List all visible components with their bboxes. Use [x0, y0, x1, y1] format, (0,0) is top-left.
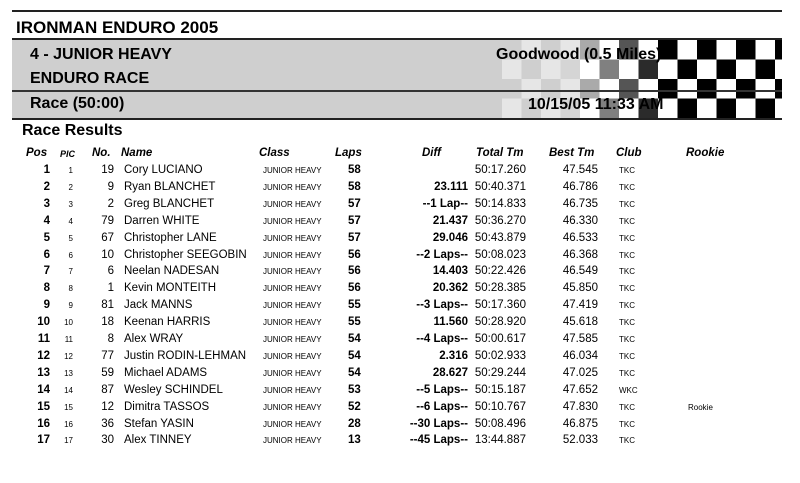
row-club: TKC [619, 301, 635, 311]
row-diff: 20.362 [432, 282, 468, 295]
row-best-time: 47.652 [562, 383, 598, 396]
row-number: 6 [107, 265, 114, 278]
row-club: TKC [619, 351, 635, 361]
row-total-time: 50:36.270 [474, 214, 526, 227]
row-driver-name: Justin RODIN-LEHMAN [124, 349, 247, 362]
row-number: 19 [101, 164, 114, 176]
row-diff: 2.316 [439, 349, 468, 362]
row-diff: --1 Lap-- [422, 197, 468, 210]
row-driver-name: Christopher LANE [124, 231, 217, 244]
row-total-time: 50:43.879 [474, 231, 526, 244]
row-number: 79 [101, 214, 114, 227]
row-club: TKC [619, 402, 635, 412]
row-number: 18 [101, 316, 114, 329]
event-title: IRONMAN ENDURO 2005 [16, 18, 219, 37]
row-diff: 21.437 [432, 214, 468, 227]
table-row [0, 314, 800, 331]
row-driver-name: Neelan NADESAN [124, 265, 220, 278]
row-best-time: 46.549 [562, 265, 598, 278]
row-driver-name: Jack MANNS [124, 299, 193, 312]
row-pic: 12 [64, 351, 73, 361]
row-laps: 53 [348, 383, 361, 396]
row-best-time: 46.533 [562, 231, 598, 244]
row-number: 59 [101, 366, 114, 379]
row-class: JUNIOR HEAVY [263, 402, 322, 412]
row-best-time: 47.830 [562, 400, 598, 413]
row-club: TKC [619, 284, 635, 294]
row-laps: 57 [348, 197, 361, 210]
row-best-time: 45.618 [562, 316, 598, 329]
table-row [0, 196, 800, 213]
row-total-time: 50:08.496 [474, 417, 526, 430]
row-laps: 56 [348, 282, 361, 295]
row-best-time: 46.368 [562, 248, 598, 261]
row-number: 30 [101, 434, 114, 447]
row-pos: 2 [43, 180, 50, 193]
row-pic: 17 [64, 436, 73, 446]
row-laps: 54 [348, 333, 361, 345]
row-pos: 6 [43, 248, 50, 261]
row-pos: 14 [37, 383, 50, 396]
row-pos: 9 [43, 299, 50, 312]
row-club: TKC [619, 436, 635, 446]
row-club: TKC [619, 233, 635, 243]
row-class: JUNIOR HEAVY [263, 419, 322, 429]
row-total-time: 50:02.933 [474, 349, 526, 362]
row-laps: 58 [348, 164, 361, 176]
row-diff: --3 Laps-- [416, 299, 468, 312]
row-driver-name: Dimitra TASSOS [124, 400, 210, 413]
row-pic: 8 [68, 284, 73, 294]
row-best-time: 46.786 [562, 180, 598, 193]
row-total-time: 50:15.187 [474, 383, 526, 396]
row-best-time: 47.585 [562, 333, 598, 345]
row-best-time: 47.419 [562, 299, 598, 312]
row-total-time: 50:22.426 [474, 265, 526, 278]
row-driver-name: Christopher SEEGOBIN [124, 248, 247, 261]
row-laps: 54 [348, 366, 361, 379]
row-driver-name: Alex TINNEY [124, 434, 192, 447]
row-pic: 14 [64, 385, 73, 395]
header-banner [12, 38, 782, 120]
track-name: Goodwood (0.5 Miles) [496, 46, 662, 63]
row-diff: --30 Laps-- [409, 417, 468, 430]
row-club: TKC [619, 318, 635, 328]
row-class: JUNIOR HEAVY [263, 284, 322, 294]
row-driver-name: Alex WRAY [124, 333, 184, 345]
top-rule [12, 10, 782, 12]
row-club: TKC [619, 267, 635, 277]
row-pic: 13 [64, 368, 73, 378]
table-row [0, 280, 800, 297]
row-best-time: 47.545 [562, 164, 598, 176]
row-total-time: 50:28.385 [474, 282, 526, 295]
row-laps: 28 [348, 417, 361, 430]
col-laps: Laps [335, 147, 362, 159]
row-number: 8 [107, 333, 114, 345]
row-best-time: 46.330 [562, 214, 598, 227]
row-laps: 57 [348, 231, 361, 244]
row-pos: 1 [43, 164, 50, 176]
row-total-time: 50:29.244 [474, 366, 526, 379]
row-best-time: 46.034 [562, 349, 598, 362]
class-line: 4 - JUNIOR HEAVY [30, 46, 172, 63]
table-row [0, 230, 800, 247]
row-class: JUNIOR HEAVY [263, 351, 322, 361]
row-total-time: 50:17.360 [474, 299, 526, 312]
table-row [0, 297, 800, 314]
row-class: JUNIOR HEAVY [263, 199, 322, 209]
row-pos: 4 [43, 214, 50, 227]
col-name: Name [121, 147, 153, 159]
row-class: JUNIOR HEAVY [263, 335, 322, 344]
row-number: 12 [101, 400, 114, 413]
row-pic: 3 [68, 199, 73, 209]
row-pic: 7 [68, 267, 73, 277]
row-club: TKC [619, 199, 635, 209]
row-total-time: 50:10.767 [474, 400, 526, 413]
row-pos: 3 [43, 197, 50, 210]
row-pos: 7 [43, 265, 50, 278]
row-best-time: 46.735 [562, 197, 598, 210]
row-driver-name: Stefan YASIN [124, 417, 194, 430]
row-pic: 6 [68, 250, 73, 260]
row-pos: 16 [37, 417, 50, 430]
row-diff: 14.403 [432, 265, 468, 278]
table-row [0, 348, 800, 365]
row-total-time: 50:28.920 [474, 316, 526, 329]
row-diff: --4 Laps-- [416, 333, 468, 345]
row-diff: 29.046 [432, 231, 468, 244]
row-diff: 23.111 [434, 180, 468, 193]
row-driver-name: Keenan HARRIS [124, 316, 211, 329]
table-row [0, 247, 800, 264]
table-row [0, 263, 800, 280]
row-best-time: 52.033 [562, 434, 598, 447]
row-pic: 10 [64, 318, 73, 328]
col-best: Best Tm [549, 147, 595, 159]
row-diff: --2 Laps-- [416, 248, 468, 261]
row-class: JUNIOR HEAVY [263, 368, 322, 378]
row-laps: 56 [348, 265, 361, 278]
row-laps: 56 [348, 248, 361, 261]
session-label: Race (50:00) [30, 95, 125, 112]
row-pos: 13 [37, 366, 50, 379]
row-diff: --5 Laps-- [416, 383, 468, 396]
row-pos: 17 [37, 434, 50, 447]
row-laps: 13 [348, 434, 361, 447]
table-row [0, 365, 800, 382]
col-class: Class [259, 147, 290, 159]
row-driver-name: Cory LUCIANO [124, 164, 203, 176]
row-total-time: 50:14.833 [474, 197, 526, 210]
row-rookie: Rookie [688, 402, 713, 412]
row-pic: 4 [68, 216, 73, 226]
row-total-time: 13:44.887 [474, 434, 526, 447]
row-diff: --6 Laps-- [416, 400, 468, 413]
row-class: JUNIOR HEAVY [263, 166, 322, 175]
table-row [0, 432, 800, 449]
row-pos: 12 [37, 349, 50, 362]
row-driver-name: Greg BLANCHET [124, 197, 215, 210]
row-club: TKC [619, 335, 635, 344]
row-pic: 9 [68, 301, 73, 311]
row-laps: 55 [348, 316, 361, 329]
row-driver-name: Darren WHITE [124, 214, 200, 227]
table-row [0, 416, 800, 433]
row-pic: 5 [68, 233, 73, 243]
col-no: No. [92, 147, 111, 159]
row-number: 1 [107, 282, 114, 295]
row-total-time: 50:00.617 [474, 333, 526, 345]
table-row [0, 213, 800, 230]
row-diff: 11.560 [433, 316, 468, 329]
row-pos: 10 [37, 316, 50, 329]
table-row [0, 162, 800, 179]
row-pos: 5 [43, 231, 50, 244]
table-row [0, 382, 800, 399]
row-class: JUNIOR HEAVY [263, 301, 322, 311]
row-diff: --45 Laps-- [409, 434, 468, 447]
row-pic: 2 [68, 182, 73, 192]
row-laps: 54 [348, 349, 361, 362]
row-number: 10 [101, 248, 114, 261]
row-number: 9 [107, 180, 114, 193]
row-class: JUNIOR HEAVY [263, 385, 322, 395]
col-club: Club [616, 147, 642, 159]
row-pos: 15 [37, 400, 50, 413]
row-best-time: 45.850 [562, 282, 598, 295]
row-number: 67 [101, 231, 114, 244]
col-total: Total Tm [476, 147, 524, 159]
row-driver-name: Kevin MONTEITH [124, 282, 217, 295]
col-pos: Pos [26, 147, 48, 159]
row-class: JUNIOR HEAVY [263, 250, 322, 260]
row-class: JUNIOR HEAVY [263, 267, 322, 277]
race-datetime: 10/15/05 11:33 AM [528, 96, 664, 113]
row-laps: 57 [348, 214, 361, 227]
row-best-time: 46.875 [562, 417, 598, 430]
row-class: JUNIOR HEAVY [263, 233, 322, 243]
row-pic: 15 [64, 402, 73, 412]
row-total-time: 50:40.371 [474, 180, 526, 193]
row-diff: 28.627 [432, 366, 468, 379]
row-laps: 58 [348, 180, 361, 193]
row-club: TKC [619, 368, 635, 378]
row-pic: 11 [64, 335, 73, 344]
row-class: JUNIOR HEAVY [263, 318, 322, 328]
row-number: 36 [101, 417, 114, 430]
row-driver-name: Wesley SCHINDEL [124, 383, 223, 396]
row-club: TKC [619, 419, 635, 429]
section-title: Race Results [22, 122, 123, 139]
row-class: JUNIOR HEAVY [263, 216, 322, 226]
row-total-time: 50:17.260 [474, 164, 526, 176]
row-total-time: 50:08.023 [474, 248, 526, 261]
row-pos: 11 [37, 333, 50, 345]
row-number: 81 [101, 299, 114, 312]
row-club: TKC [619, 166, 635, 175]
row-number: 77 [101, 349, 114, 362]
race-type: ENDURO RACE [30, 70, 150, 87]
col-diff: Diff [422, 147, 441, 159]
row-number: 2 [107, 197, 114, 210]
col-rookie: Rookie [686, 147, 725, 159]
table-row [0, 179, 800, 196]
row-club: TKC [619, 216, 635, 226]
row-driver-name: Ryan BLANCHET [124, 180, 216, 193]
banner-divider [12, 90, 782, 92]
row-pos: 8 [43, 282, 50, 295]
row-number: 87 [101, 383, 114, 396]
row-class: JUNIOR HEAVY [263, 436, 322, 446]
row-club: TKC [619, 182, 635, 192]
row-best-time: 47.025 [562, 366, 598, 379]
row-laps: 52 [348, 400, 361, 413]
row-driver-name: Michael ADAMS [124, 366, 208, 379]
row-laps: 55 [348, 299, 361, 312]
row-club: TKC [619, 250, 635, 260]
row-club: WKC [619, 385, 638, 395]
row-pic: 16 [64, 419, 73, 429]
table-row [0, 399, 800, 416]
row-pic: 1 [68, 166, 73, 175]
col-pic: PIC [60, 149, 76, 159]
row-class: JUNIOR HEAVY [263, 182, 322, 192]
table-row [0, 331, 800, 348]
